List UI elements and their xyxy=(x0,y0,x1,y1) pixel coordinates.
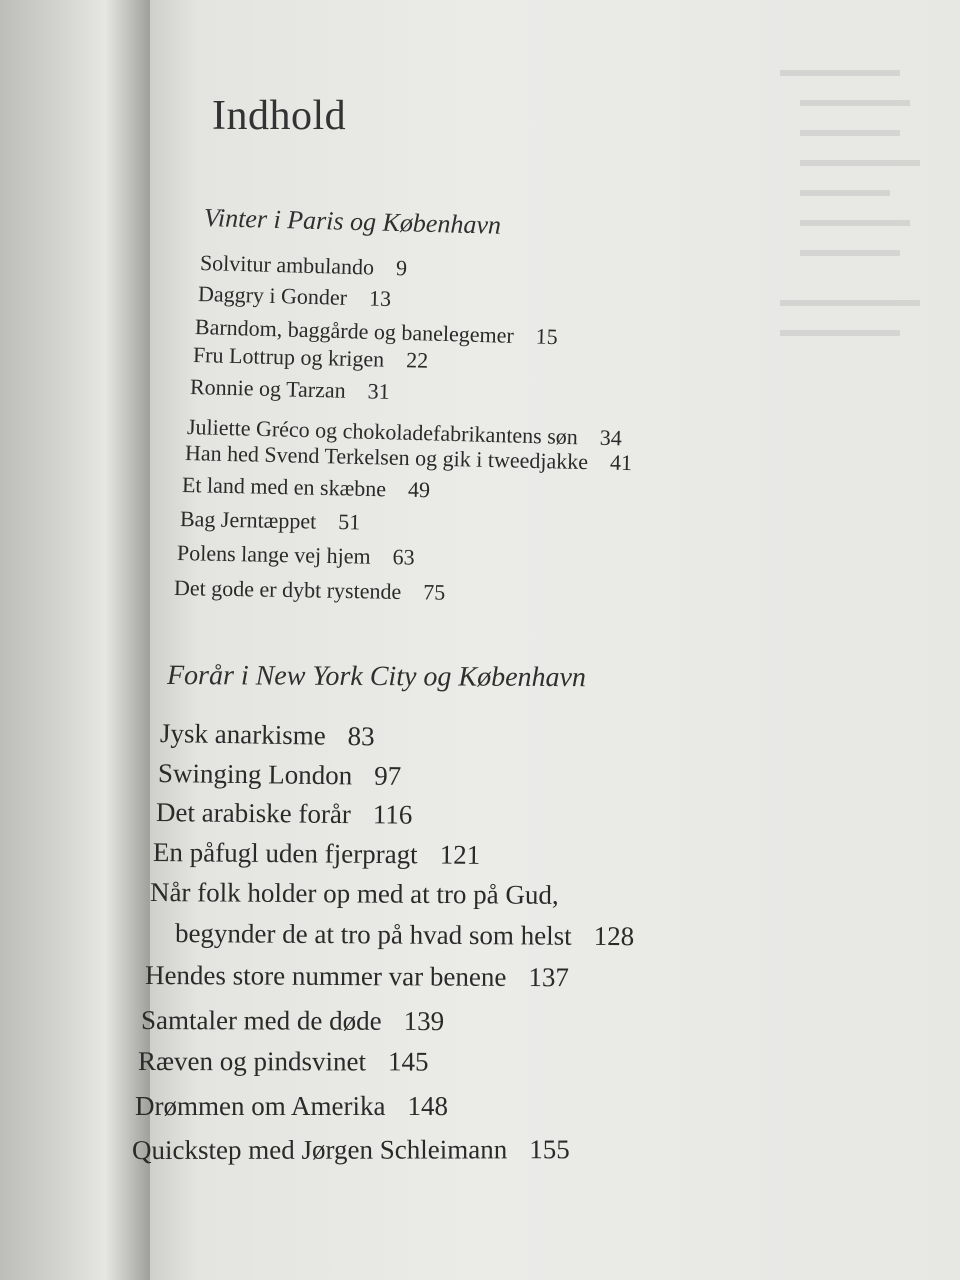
toc-entry xyxy=(174,575,446,606)
toc-entry-title-continued: begynder de at tro på hvad som helst xyxy=(174,918,572,951)
toc-page-number: 34 xyxy=(599,424,623,451)
toc-entry-title: Polens lange vej hjem xyxy=(176,540,371,569)
toc-entry xyxy=(160,718,375,752)
toc-entry-title: Når folk holder op med at tro på Gud, xyxy=(149,877,559,910)
toc-page-number: 13 xyxy=(368,285,392,312)
toc-entry xyxy=(141,1005,444,1037)
toc-entry-title: Samtaler med de døde xyxy=(140,1005,382,1036)
toc-entry-title: Solvitur ambulando xyxy=(199,250,375,280)
toc-entry-title: Det gode er dybt rystende xyxy=(173,575,402,604)
toc-page-number: 145 xyxy=(387,1046,429,1077)
section-title-winter: Vinter i Paris og København xyxy=(203,203,502,240)
toc-entry xyxy=(132,1134,570,1166)
toc-page-number: 63 xyxy=(392,544,415,570)
toc-entry-title: Quickstep med Jørgen Schleimann xyxy=(131,1134,508,1165)
toc-entry xyxy=(138,1046,429,1078)
toc-entry-title: Et land med en skæbne xyxy=(181,472,387,502)
page-title: Indhold xyxy=(212,93,347,139)
toc-page-number: 9 xyxy=(395,255,408,281)
toc-page-number: 116 xyxy=(372,799,413,830)
toc-page-number: 128 xyxy=(593,920,635,952)
toc-page-number: 15 xyxy=(535,323,559,350)
toc-entry xyxy=(158,758,402,792)
toc-entry xyxy=(177,540,415,571)
toc-page-number: 97 xyxy=(374,760,402,791)
toc-entry xyxy=(200,250,408,281)
toc-entry xyxy=(153,837,480,871)
toc-entry-title: Bag Jerntæppet xyxy=(179,506,317,534)
toc-entry-title: Hendes store nummer var benene xyxy=(144,960,507,992)
toc-page-number: 148 xyxy=(407,1091,448,1121)
toc-entry-continuation xyxy=(175,918,634,952)
toc-entry xyxy=(135,1091,448,1122)
toc-entry xyxy=(193,342,429,374)
toc-page-number: 137 xyxy=(528,962,569,993)
toc-entry-title: Swinging London xyxy=(157,758,353,791)
toc-entry xyxy=(150,877,559,911)
toc-entry xyxy=(198,281,392,312)
toc-page-number: 83 xyxy=(347,720,375,752)
toc-entry xyxy=(190,374,390,405)
toc-page-number: 49 xyxy=(407,476,431,503)
toc-page-number: 121 xyxy=(439,839,481,870)
toc-page-number: 155 xyxy=(529,1134,570,1165)
toc-entry-title: Daggry i Gonder xyxy=(197,281,348,310)
toc-entry-title: Juliette Gréco og chokoladefabrikantens søn xyxy=(186,414,579,450)
toc-entry-title: En påfugl uden fjerpragt xyxy=(152,837,418,870)
toc-entry xyxy=(180,506,361,535)
toc-entry xyxy=(145,960,569,993)
toc-entry-title: Fru Lottrup og krigen xyxy=(192,342,385,372)
toc-page-number: 22 xyxy=(405,347,429,373)
toc-entry xyxy=(182,472,431,503)
toc-page-number: 139 xyxy=(403,1005,445,1037)
toc-entry-title: Det arabiske forår xyxy=(155,797,352,830)
section-title-spring: Forår i New York City og København xyxy=(166,660,587,694)
toc-entry-title: Ræven og pindsvinet xyxy=(137,1046,367,1077)
toc-page-number: 75 xyxy=(423,579,446,605)
toc-entry-title: Han hed Svend Terkelsen og gik i tweedjakke xyxy=(184,440,589,475)
toc-entry-title: Ronnie og Tarzan xyxy=(189,374,346,403)
toc-entry-title: Jysk anarkisme xyxy=(159,718,326,751)
toc-page-number: 51 xyxy=(338,509,361,535)
toc-page-number: 31 xyxy=(367,378,390,404)
toc-entry xyxy=(156,797,413,831)
toc-page-number: 41 xyxy=(609,449,633,476)
toc-entry-title: Barndom, baggårde og banelegemer xyxy=(194,314,515,348)
toc-entry-title: Drømmen om Amerika xyxy=(135,1091,386,1121)
